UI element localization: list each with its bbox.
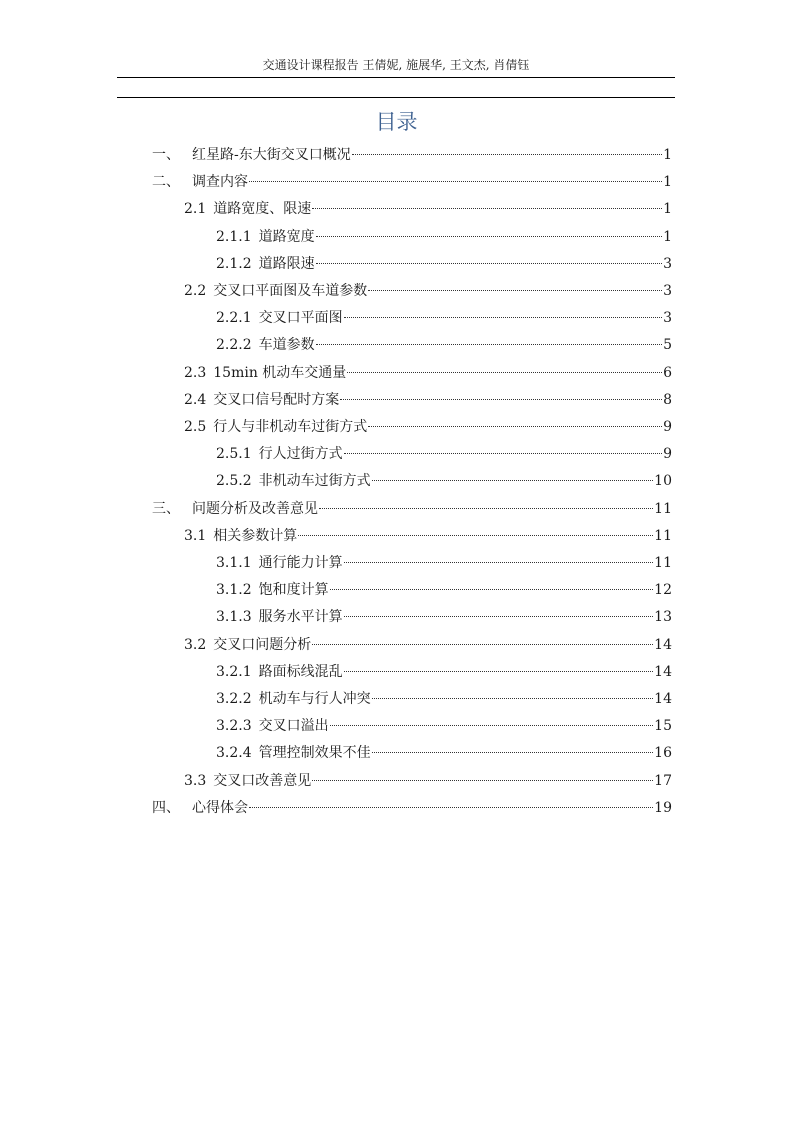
toc-entry-page-number: 3	[663, 283, 672, 299]
toc-entry-number: 三、	[152, 500, 180, 517]
toc-dot-leader	[249, 181, 662, 182]
toc-dot-leader	[344, 616, 654, 617]
toc-entry-label: 通行能力计算	[258, 555, 343, 571]
toc-dot-leader	[330, 725, 654, 726]
toc-entry-label: 饱和度计算	[258, 582, 329, 599]
toc-entry-label: 交叉口问题分析	[213, 636, 312, 653]
toc-entry-label: 问题分析及改善意见	[192, 500, 318, 517]
toc-entry-page-number: 8	[663, 391, 672, 408]
toc-entry[interactable]	[216, 577, 672, 604]
toc-entry-page-number: 3	[663, 255, 672, 272]
toc-entry-number: 3.1.1	[216, 555, 252, 571]
toc-dot-leader	[298, 535, 653, 536]
toc-entry-number: 2.2	[184, 283, 207, 299]
toc-entry[interactable]	[216, 686, 672, 713]
toc-entry[interactable]	[152, 496, 672, 523]
toc-entry-page-number: 12	[654, 582, 672, 599]
toc-dot-leader	[312, 208, 662, 209]
toc-entry[interactable]	[216, 305, 672, 332]
toc-entry-number: 3.1.3	[216, 609, 252, 626]
toc-entry-label: 机动车与行人冲突	[258, 691, 371, 707]
toc-entry-number: 2.1.2	[216, 255, 252, 272]
toc-entry-label: 交叉口改善意见	[213, 772, 312, 789]
toc-entry-page-number: 1	[663, 174, 672, 191]
toc-entry-page-number: 9	[663, 419, 672, 435]
toc-entry[interactable]	[184, 523, 672, 550]
toc-entry[interactable]	[216, 332, 672, 359]
toc-entry-number: 2.4	[184, 391, 207, 408]
toc-dot-leader	[347, 372, 662, 373]
toc-entry[interactable]	[216, 224, 672, 251]
toc-entry-label: 行人过街方式	[258, 446, 343, 463]
page-header: 交通设计课程报告 王倩妮, 施展华, 王文杰, 肖倩钰	[262, 58, 530, 72]
toc-dot-leader	[372, 752, 654, 753]
toc-entry-label: 心得体会	[192, 799, 248, 816]
toc-entry-page-number: 14	[654, 691, 672, 707]
toc-entry[interactable]	[152, 169, 672, 196]
toc-entry-number: 2.2.1	[216, 310, 252, 327]
toc-entry-page-number: 11	[654, 527, 672, 544]
toc-entry[interactable]	[216, 468, 672, 495]
toc-entry-page-number: 5	[663, 337, 672, 354]
toc-entry[interactable]	[184, 360, 672, 387]
toc-entry-label: 红星路-东大街交叉口概况	[192, 147, 351, 163]
toc-entry-number: 3.1	[184, 527, 207, 544]
toc-entry-label: 道路宽度、限速	[213, 201, 312, 218]
toc-entry-label: 交叉口平面图	[258, 310, 343, 327]
header-rule-top	[117, 77, 675, 78]
toc-entry-number: 四、	[152, 799, 180, 816]
toc-entry[interactable]	[184, 414, 672, 441]
toc-dot-leader	[249, 807, 653, 808]
toc-entry[interactable]	[216, 441, 672, 468]
toc-entry-number: 2.5.1	[216, 446, 252, 463]
toc-entry-number: 2.5.2	[216, 473, 252, 490]
toc-dot-leader	[316, 263, 662, 264]
toc-entry-label: 行人与非机动车过街方式	[213, 419, 368, 435]
toc-entry[interactable]	[152, 795, 672, 822]
toc-entry-label: 相关参数计算	[213, 527, 298, 544]
toc-entry[interactable]	[184, 278, 672, 305]
toc-entry[interactable]	[216, 604, 672, 631]
toc-entry-page-number: 11	[654, 500, 672, 517]
toc-entry-number: 3.2.4	[216, 745, 252, 762]
toc-dot-leader	[319, 508, 653, 509]
toc-entry-page-number: 1	[663, 228, 672, 245]
toc-entry-number: 3.2.3	[216, 718, 252, 735]
toc-entry-number: 3.2.1	[216, 663, 252, 680]
toc-entry-number: 3.2.2	[216, 691, 252, 707]
toc-entry-label: 车道参数	[258, 337, 315, 354]
toc-entry-page-number: 14	[654, 636, 672, 653]
toc-entry-page-number: 15	[654, 718, 672, 735]
toc-entry-page-number: 17	[654, 772, 672, 789]
toc-dot-leader	[352, 154, 662, 155]
toc-entry-number: 2.1.1	[216, 228, 252, 245]
toc-entry[interactable]	[184, 387, 672, 414]
toc-entry[interactable]	[216, 251, 672, 278]
toc-dot-leader	[312, 644, 653, 645]
toc-entry-number: 3.1.2	[216, 582, 252, 599]
toc-entry-number: 3.3	[184, 772, 207, 789]
toc-dot-leader	[344, 453, 662, 454]
toc-dot-leader	[316, 344, 662, 345]
toc-entry-label: 交叉口平面图及车道参数	[213, 283, 368, 299]
toc-entry-number: 一、	[152, 147, 180, 163]
toc-entry-page-number: 6	[663, 364, 672, 381]
toc-dot-leader	[344, 317, 662, 318]
toc-entry-number: 2.5	[184, 419, 207, 435]
toc-dot-leader	[312, 780, 653, 781]
toc-entry[interactable]	[216, 550, 672, 577]
toc-entry-page-number: 10	[654, 473, 672, 490]
toc-dot-leader	[344, 562, 654, 563]
toc-dot-leader	[316, 236, 662, 237]
toc-entry-page-number: 14	[654, 663, 672, 680]
toc-dot-leader	[340, 399, 662, 400]
toc-entry-label: 道路宽度	[258, 228, 315, 245]
toc-dot-leader	[368, 290, 662, 291]
toc-entry-number: 3.2	[184, 636, 207, 653]
toc-entry-page-number: 9	[663, 446, 672, 463]
toc-entry-number: 2.1	[184, 201, 207, 218]
toc-entry-number: 二、	[152, 174, 180, 191]
toc-entry-number: 2.3	[184, 364, 207, 381]
toc-entry-page-number: 19	[654, 799, 672, 816]
toc-entry[interactable]	[216, 713, 672, 740]
toc-entry[interactable]	[216, 659, 672, 686]
toc-entry-label: 15min 机动车交通量	[213, 364, 347, 381]
toc-entry-label: 服务水平计算	[258, 609, 343, 626]
toc-entry[interactable]	[216, 740, 672, 767]
toc-entry-label: 道路限速	[258, 255, 315, 272]
toc-entry[interactable]	[184, 632, 672, 659]
toc-entry-page-number: 16	[654, 745, 672, 762]
toc-entry[interactable]	[184, 196, 672, 223]
toc-entry-page-number: 13	[654, 609, 672, 626]
toc-dot-leader	[344, 671, 654, 672]
toc-dot-leader	[372, 480, 654, 481]
toc-entry-number: 2.2.2	[216, 337, 252, 354]
toc-entry-label: 调查内容	[192, 174, 248, 191]
toc-dot-leader	[330, 589, 654, 590]
toc-dot-leader	[372, 698, 654, 699]
toc-entry[interactable]	[152, 142, 672, 169]
toc-entry-page-number: 1	[663, 147, 672, 163]
toc-entry-page-number: 3	[663, 310, 672, 327]
toc-title: 目录	[375, 110, 418, 134]
toc-entry-page-number: 1	[663, 201, 672, 218]
toc-entry[interactable]	[184, 768, 672, 795]
toc-entry-label: 管理控制效果不佳	[258, 745, 371, 762]
toc-entry-label: 非机动车过街方式	[258, 473, 371, 490]
header-rule-bottom	[117, 97, 675, 98]
toc-entry-label: 路面标线混乱	[258, 663, 343, 680]
toc-entry-label: 交叉口信号配时方案	[213, 391, 340, 408]
toc-entry-label: 交叉口溢出	[258, 718, 329, 735]
toc-dot-leader	[368, 426, 662, 427]
toc-entry-page-number: 11	[654, 555, 672, 571]
